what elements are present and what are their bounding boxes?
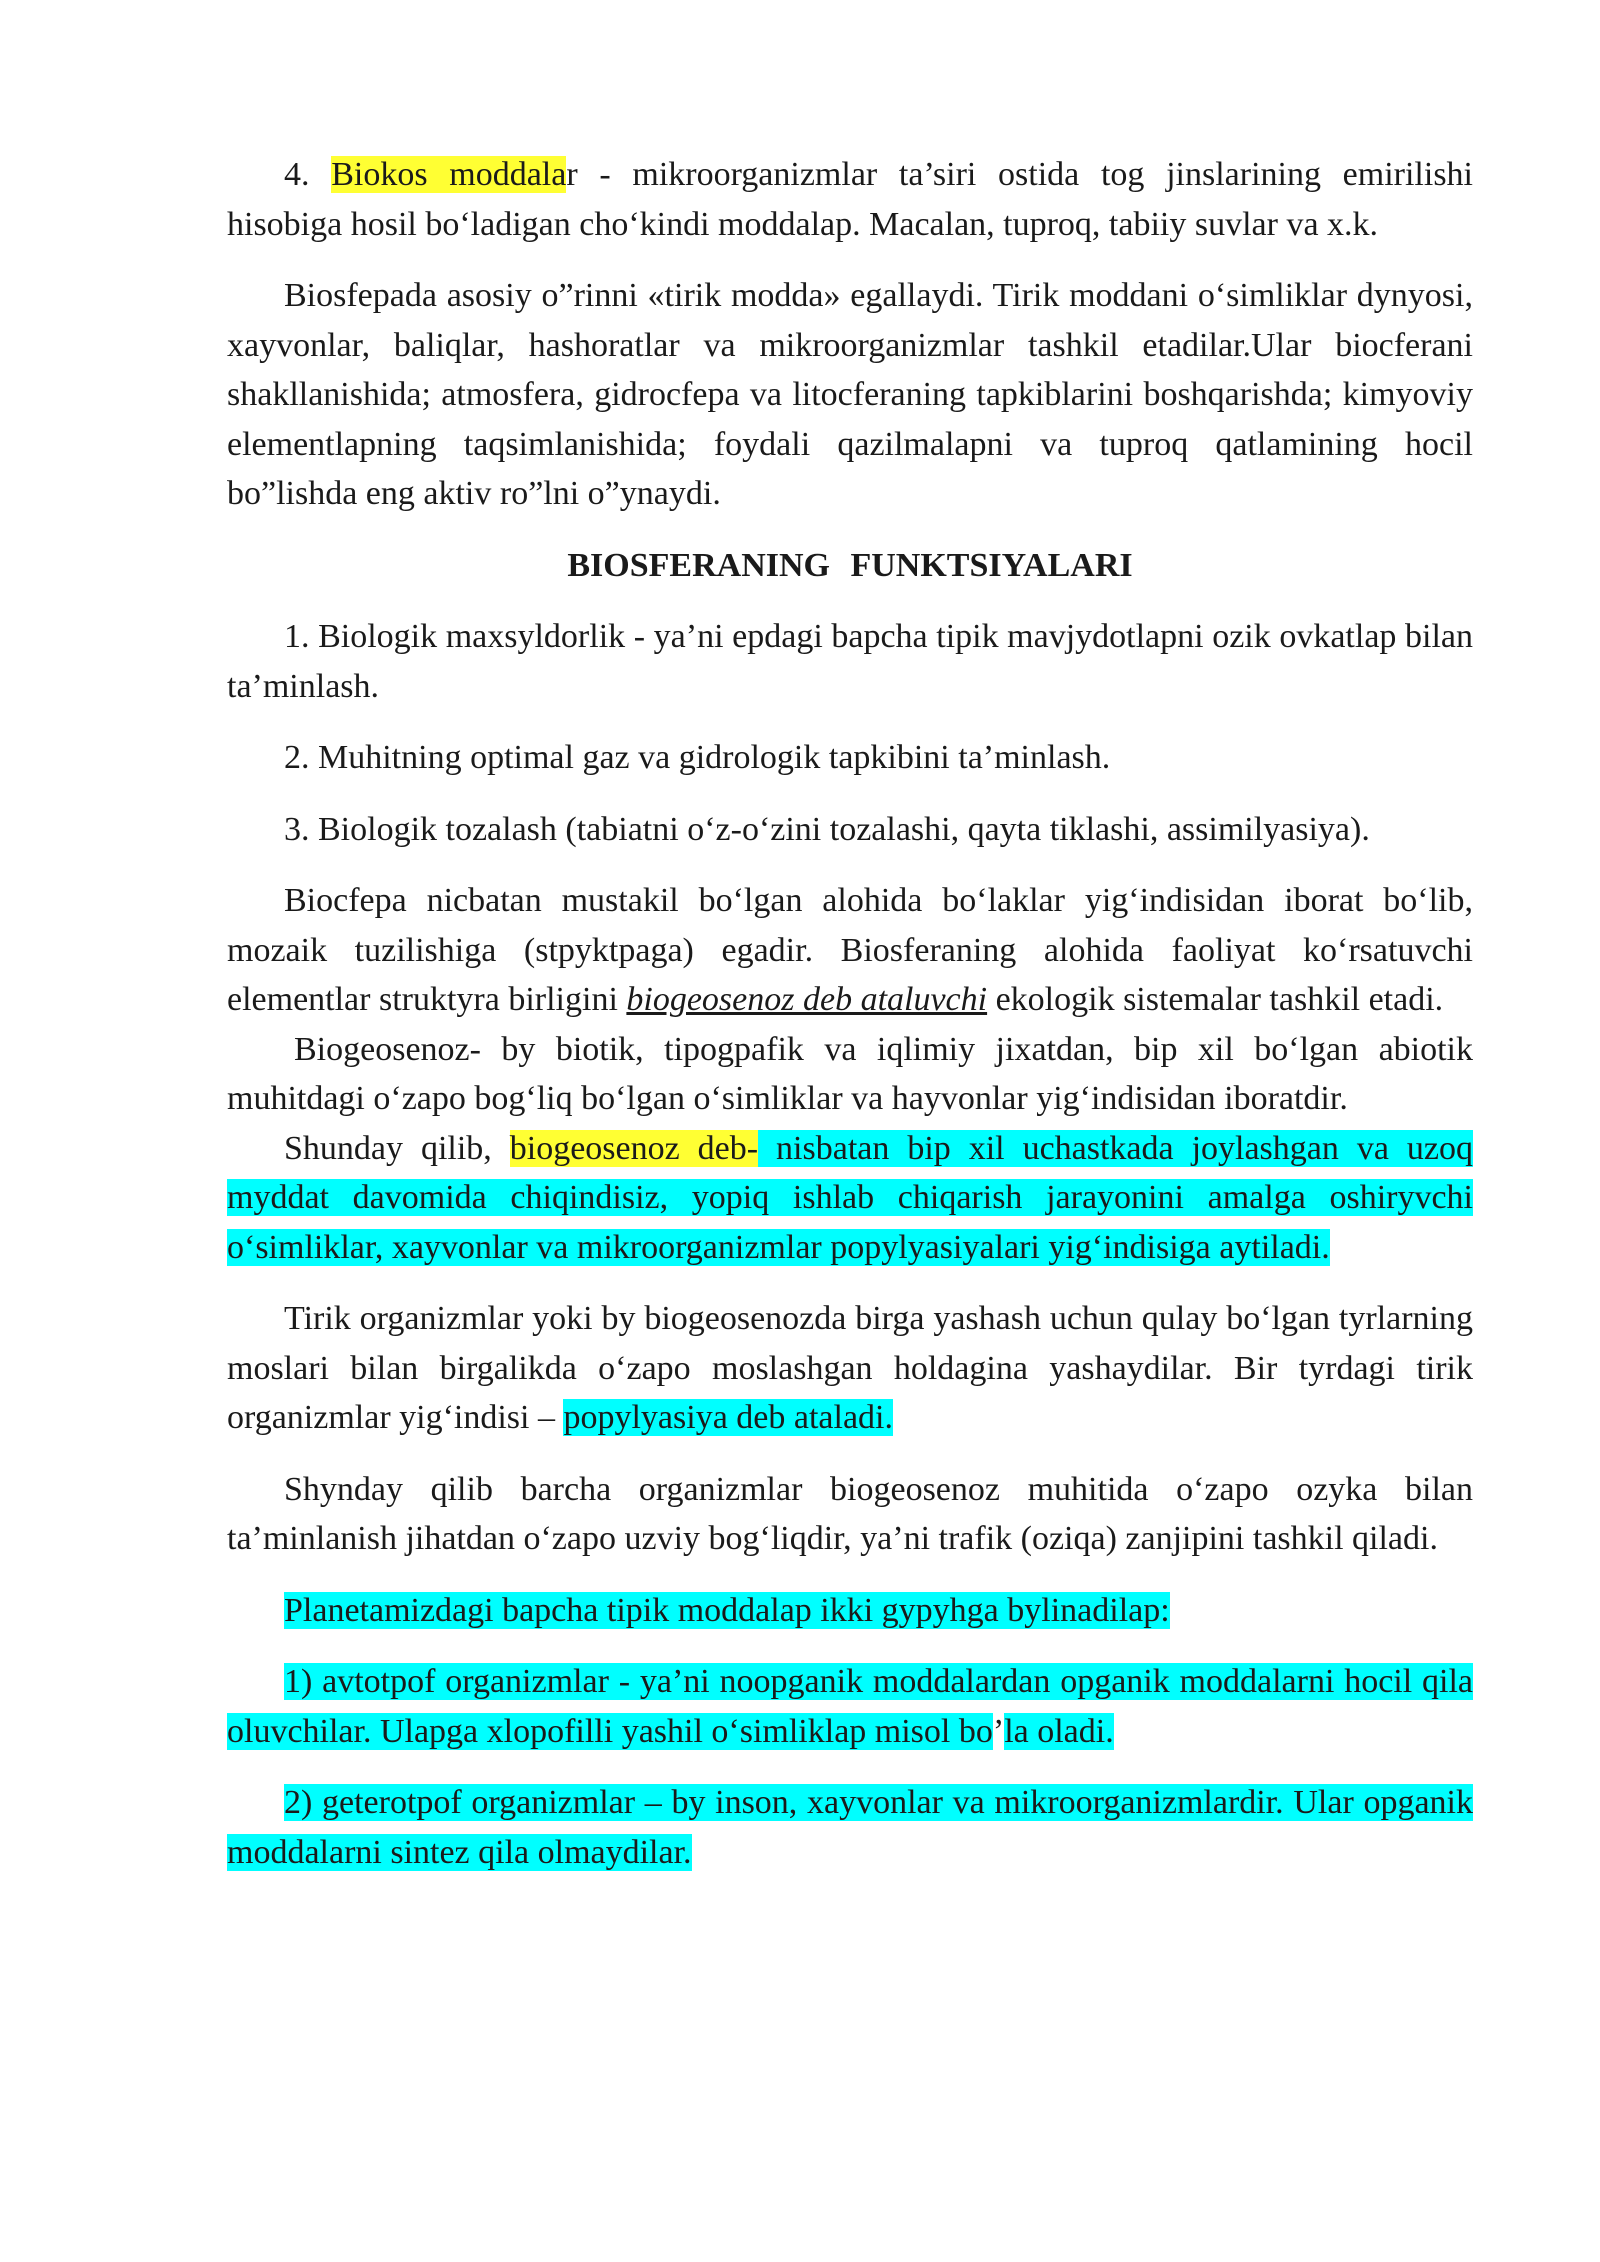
- paragraph-geterotrof: [227, 1778, 1473, 1877]
- paragraph-biogeosenoz: Biogeosenoz- by biotik, tipogpafik va iqlimiy jixatdan, bip xil bo‘lgan abiotik muhitdagi o‘zapo bog‘liq bo‘lgan o‘simliklar va hayvonlar yig‘indisidan iboratdir.: [227, 1030, 1473, 1117]
- highlight-populyasiya: popylyasiya deb ataladi.: [563, 1399, 893, 1436]
- paragraph-text: r - mikroorganizmlar ta’siri ostida tog jinslarining emirilishi hisobiga hosil bo‘ladigan cho‘kindi moddalap. Macalan, tuproq, tabiiy suvlar va x.k.: [227, 156, 1474, 243]
- paragraph-definition: [227, 1124, 1473, 1273]
- highlight-guruhlar: Planetamizdagi bapcha tipik moddalap ikki gypyhga bylinadilap:: [284, 1591, 1170, 1629]
- item-number: 4.: [284, 156, 332, 193]
- paragraph-trofik: Shynday qilib barcha organizmlar biogeosenoz muhitida o‘zapo ozyka bilan ta’minlanish jihatdan o‘zapo uzviy bog‘liqdir, ya’ni trafik (oziqa) zanjipini tashkil qiladi.: [227, 1470, 1473, 1557]
- function-item-1: 1. Biologik maxsyldorlik - ya’ni epdagi bapcha tipik mavjydotlapni ozik ovkatlap bilan ta’minlash.: [227, 618, 1473, 705]
- highlight-avtotrof: 1) avtotpof organizmlar - ya’ni noopganik moddalardan opganik moddalarni hocil qila oluvchilar. Ulapga xlopofilli yashil o‘simliklap misol bo: [227, 1663, 1473, 1750]
- paragraph-text: Shunday qilib,: [284, 1129, 510, 1167]
- paragraph-text: Tirik organizmlar yoki by biogeosenozda birga yashash uchun qulay bo‘lgan tyrlarning moslari bilan birgalikda o‘zapo moslashgan holdagina yashaydilar. Bir tyrdagi tirik organizmlar yig‘indisi –: [227, 1300, 1473, 1436]
- underlined-term: biogeosenoz deb ataluvchi: [626, 981, 988, 1018]
- paragraph-guruhlar: [227, 1586, 1473, 1636]
- paragraph-populyasiya: [227, 1294, 1473, 1443]
- apostrophe-unhighlighted: ’: [992, 1712, 1005, 1750]
- paragraph-text: Biocfepa nicbatan mustakil bo‘lgan alohida bo‘laklar yig‘indisidan iborat bo‘lib, mozaik tuzilishiga (stpyktpaga) egadir. Biosferaning alohida faoliyat ko‘rsatuvchi elementlar struktyra birligini: [227, 882, 1473, 1018]
- highlight-biokos: Biokos moddala: [331, 156, 567, 193]
- paragraph-tirik-modda: Biosfepada asosiy o”rinni «tirik modda» egallaydi. Tirik moddani o‘simliklar dynyosi, xayvonlar, baliqlar, hashoratlar va mikroorganizmlar tashkil etadilar.Ular biocferani shakllanishida; atmosfera, gidrocfepa va litocferaning tapkiblarini boshqarishda; kimyoviy elementlapning taqsimlanishida; foydali qazilmalapni va tuproq qatlamining hocil bo”lishda eng aktiv ro”lni o”ynaydi.: [227, 277, 1473, 512]
- function-item-2: 2. Muhitning optimal gaz va gidrologik tapkibini ta’minlash.: [284, 739, 1111, 776]
- highlight-definition: nisbatan bip xil uchastkada joylashgan va uzoq myddat davomida chiqindisiz, yopiq ishlab chiqarish jarayonini amalga oshiryvchi o‘simliklar, xayvonlar va mikroorganizmlar popylyasiyalari yig‘indisiga aytiladi.: [227, 1129, 1473, 1266]
- paragraph-biokos: [227, 150, 1473, 249]
- function-item-3: 3. Biologik tozalash (tabiatni o‘z-o‘zini tozalashi, qayta tiklashi, assimilyasiya).: [284, 810, 1370, 848]
- highlight-geterotrof: 2) geterotpof organizmlar – by inson, xayvonlar va mikroorganizmlardir. Ular opganik moddalarni sintez qila olmaydilar.: [227, 1784, 1473, 1871]
- highlight-avtotrof-end: la oladi.: [1004, 1712, 1114, 1750]
- section-heading: BIOSFERANING FUNKTSIYALARI: [567, 546, 1133, 584]
- paragraph-text: ekologik sistemalar tashkil etadi.: [987, 981, 1444, 1018]
- paragraph-avtotrof: [227, 1657, 1473, 1756]
- highlight-term: biogeosenoz deb-: [509, 1129, 759, 1167]
- paragraph-biocfepa: [227, 876, 1473, 1025]
